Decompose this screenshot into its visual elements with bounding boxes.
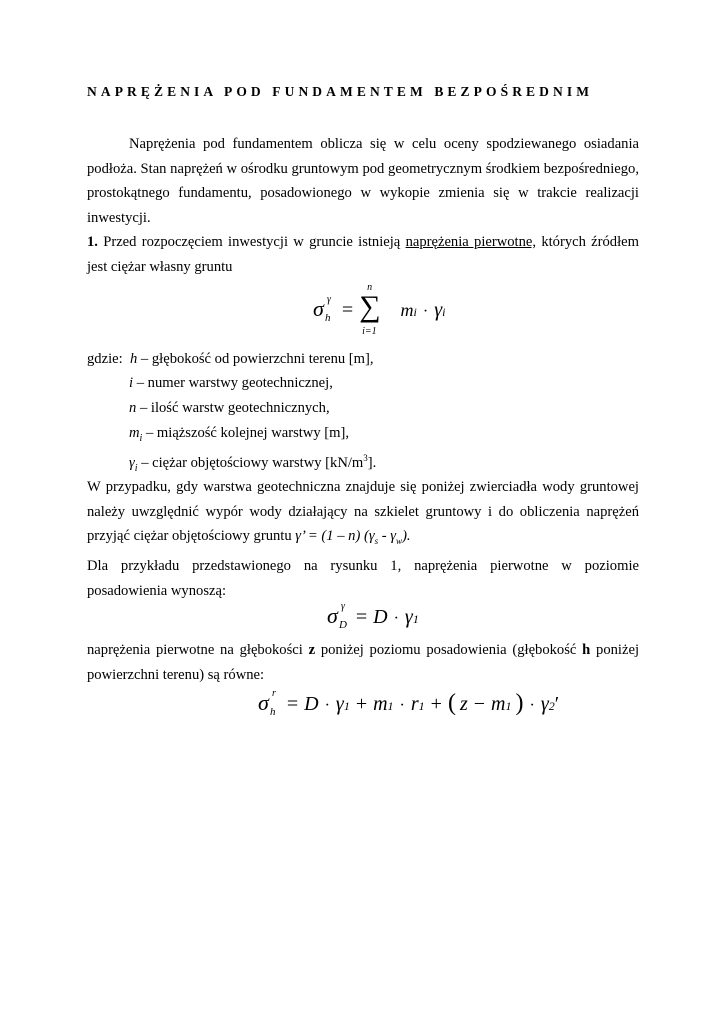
legend-intro-line: gdzie: h – głębokość od powierzchni terenu [m], bbox=[87, 351, 374, 367]
sigma-symbol: σ γ h bbox=[313, 294, 331, 324]
equals-sign: = bbox=[341, 299, 354, 321]
document-title: NAPRĘŻENIA POD FUNDAMENTEM BEZPOŚREDNIM bbox=[87, 84, 594, 99]
legend-item-m: $m_i$ – miąższość kolejnej warstwy [m], bbox=[129, 425, 350, 444]
depth-paragraph: naprężenia pierwotne na głębokości z poniżej poziomu posadowienia (głębokość h poniżej powierzchni terenu) są równe: bbox=[87, 642, 639, 683]
sigma-symbol: σ r h bbox=[258, 688, 276, 718]
sum-symbol: ∑ n i=1 bbox=[359, 282, 381, 337]
formula-depth-stress: σ r h = D · γ1 + m1 · r1 + ( z − m1 ) · γ2′ bbox=[258, 688, 560, 718]
gamma-symbol: γ bbox=[434, 299, 443, 321]
legend-item-gamma: $\gamma_i$ – ciężar objętościowy warstwy $[kN/m^3]$. bbox=[129, 453, 377, 474]
point-number: 1. bbox=[87, 234, 98, 250]
point-1-paragraph bbox=[87, 230, 639, 279]
legend-item-i: i – numer warstwy geotechnicznej, bbox=[129, 375, 333, 391]
buoyancy-paragraph: W przypadku, gdy warstwa geotechniczna znajduje się poniżej zwierciadła wody gruntowej należy uwzględnić wypór wody działający na szkielet gruntowy i do obliczenia naprężeń przyjąć ciężar objętościowy gruntu γ’ = (1 – n) $(\gamma_s - \gamma_w)$. bbox=[87, 479, 639, 546]
point-1-text-after: których źródłem jest ciężar własny gruntu bbox=[87, 234, 639, 275]
point-1-text-before: Przed rozpoczęciem inwestycji w gruncie istnieją bbox=[97, 234, 406, 250]
m-symbol: m bbox=[400, 300, 414, 320]
formula-primary-stress: σ γ h = ∑ n i=1 mi · γi bbox=[313, 282, 446, 337]
formula-foundation-stress: σ γ D = D · γ1 bbox=[327, 601, 419, 631]
example-paragraph: Dla przykładu przedstawionego na rysunku 1, naprężenia pierwotne w poziomie posadowienia wynoszą: bbox=[87, 558, 639, 599]
intro-paragraph: Naprężenia pod fundamentem oblicza się w celu oceny spodziewanego osiadania podłoża. Stan naprężeń w ośrodku gruntowym pod geometrycznym środkiem bezpośredniego, prostokątnego fundamentu, posadowionego w wykopie zmienia się w trakcie realizacji inwestycji. bbox=[87, 136, 639, 226]
legend-item-n: n – ilość warstw geotechnicznych, bbox=[129, 400, 330, 416]
buoyant-weight-formula: γ’ = (1 – n) $(\gamma_s - \gamma_w)$. bbox=[295, 528, 411, 546]
underlined-term: naprężenia pierwotne, bbox=[405, 234, 537, 250]
sigma-symbol: σ γ D bbox=[327, 601, 347, 631]
